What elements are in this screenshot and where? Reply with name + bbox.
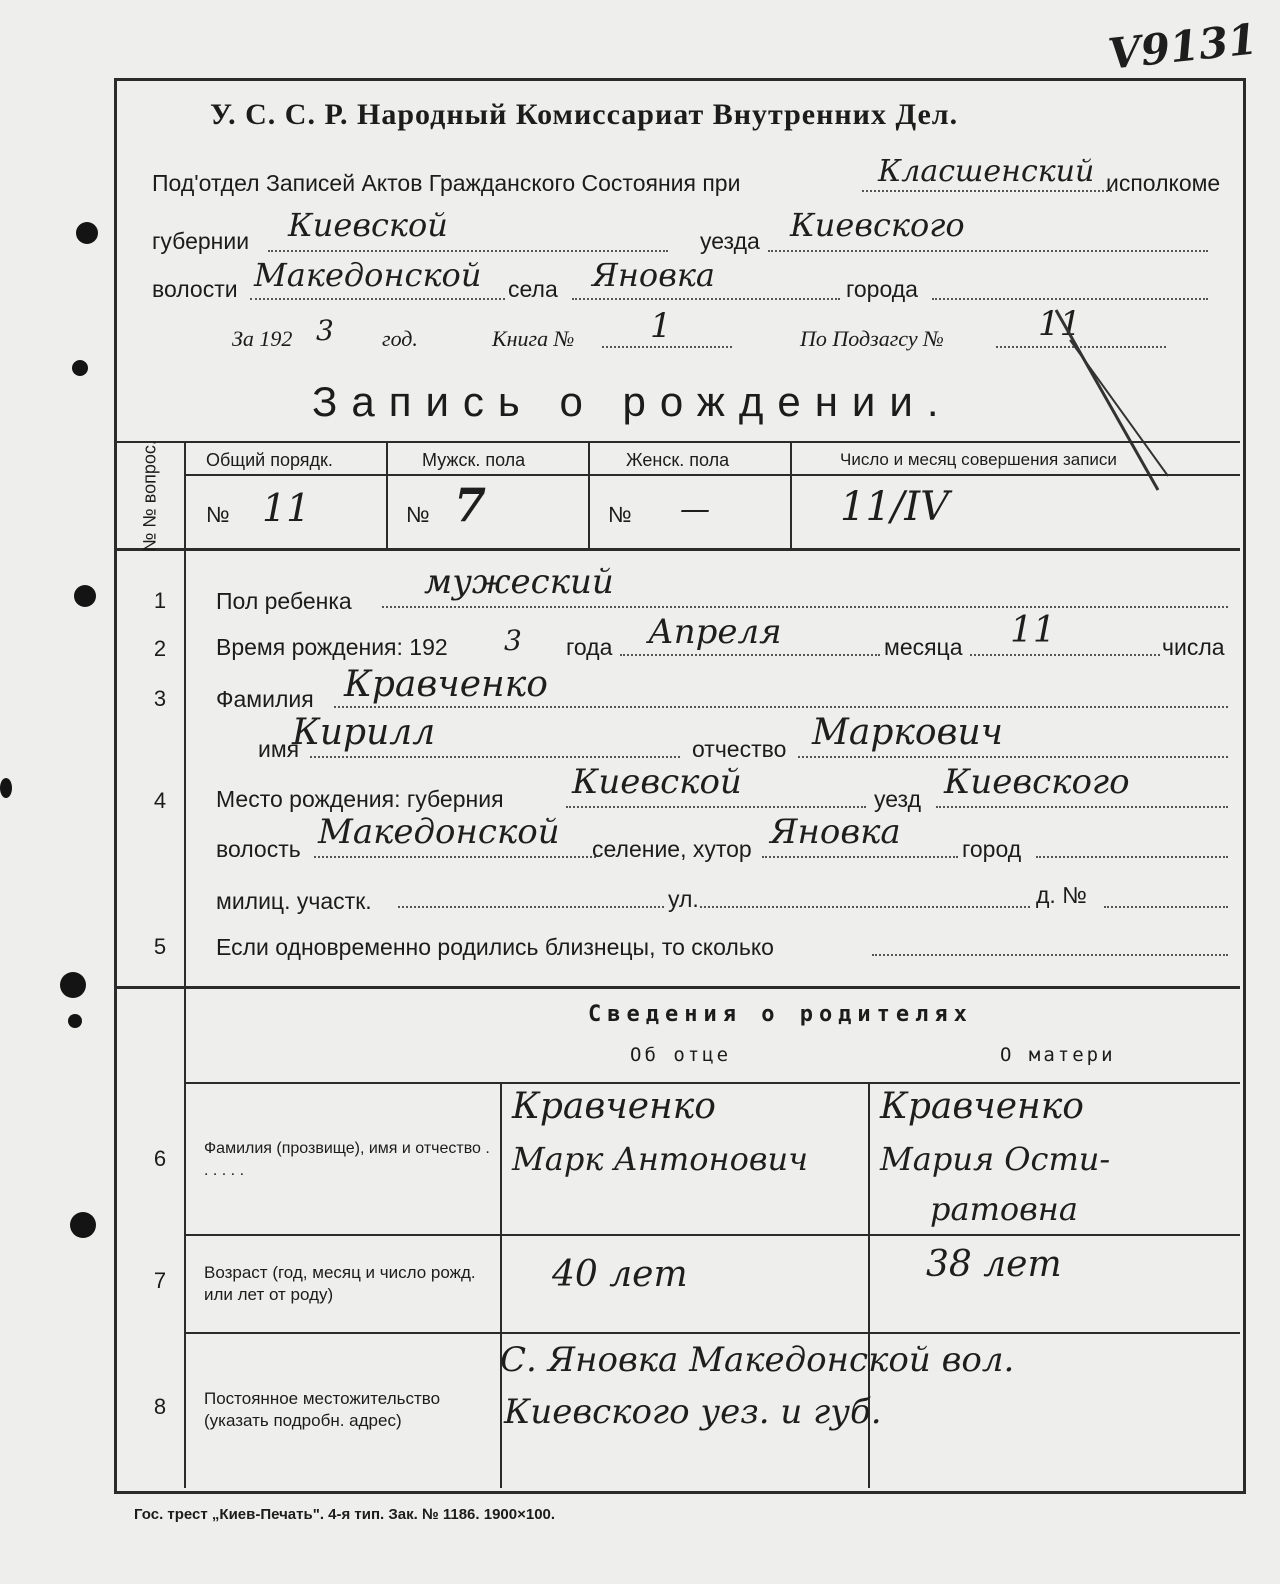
question-number: 7 [153,1268,167,1293]
subdept-label-end: исполкоме [1106,170,1221,196]
mother-age: 38 лет [926,1244,1062,1285]
residence-label: Постоянное местожительство (указать подробн. адрес) [204,1389,441,1430]
subdept-label-start: Под'отдел Записей Актов Гражданского Состояния при [152,170,741,196]
name-label: имя [258,736,300,762]
no-sign: № [406,502,430,527]
punch-hole [72,360,88,376]
fill-line [566,806,866,808]
fill-line [936,806,1228,808]
mother-column-header: О матери [1000,1044,1116,1066]
printer-imprint: Гос. трест „Киев-Печать". 4-я тип. Зак. № 1186. 1900×100. [134,1506,556,1523]
fill-line [700,906,1030,908]
patronymic-value: Маркович [812,712,1004,753]
rule [117,441,1240,443]
fill-line [762,856,958,858]
question-number: 5 [153,934,167,959]
male-number-value: 7 [454,478,487,532]
birth-label: Время рождения: 192 [216,634,448,660]
rule [588,441,590,548]
subdept-no-value: 11 [1038,304,1082,344]
year-value: 3 [316,314,334,347]
rule [184,441,186,1488]
rule [386,441,388,548]
birthplace-volost-label: волость [216,836,301,862]
father-surname: Кравченко [512,1086,716,1127]
fill-line [398,906,664,908]
form-title: У. С. С. Р. Народный Комиссариат Внутренних Дел. [210,98,959,131]
fill-line [798,756,1228,758]
punch-hole [74,585,96,607]
patronymic-label: отчество [692,736,787,762]
selo-value: Яновка [592,256,715,294]
year-suffix: год. [382,326,418,351]
male-label: Мужск. пола [422,450,526,470]
female-number-value: — [680,492,710,527]
fill-line [620,654,880,656]
rule [186,1234,1240,1236]
rule [186,1082,1240,1084]
street-label: ул. [668,886,699,912]
birth-month-value: Апреля [648,612,782,652]
general-order-value: 11 [262,486,311,530]
fill-line [250,298,505,300]
militia-label: милиц. участк. [216,888,372,914]
book-value: 1 [650,306,672,346]
residence-line2: Киевского уез. и губ. [504,1392,882,1432]
female-label: Женск. пола [626,450,730,470]
city-label: город [962,836,1022,862]
fill-line [970,654,1160,656]
volost-value: Македонской [254,256,482,294]
punch-hole [70,1212,96,1238]
rule [790,441,792,548]
birthplace-uezd-label: уезд [874,786,921,812]
day-label: числа [1162,634,1225,660]
house-label: д. № [1036,882,1087,908]
record-date-label: Число и месяц совершения записи [840,450,1117,469]
village-label: селение, хутор [592,836,752,862]
punch-hole [60,972,86,998]
general-order-label: Общий порядк. [206,450,333,470]
subdept-value: Клаcшенский [878,154,1095,189]
fill-line [1036,856,1228,858]
gorod-label: города [846,276,918,302]
rule [117,986,1240,989]
fill-line [862,190,1112,192]
fill-line [334,706,1228,708]
fill-line [768,250,1208,252]
residence-line1: С. Яновка Македонской вол. [500,1340,1015,1380]
uezd-label: уезда [700,228,760,254]
subdept-no-label: По Подзагсу № [800,326,944,351]
name-value: Кирилл [292,712,436,753]
village-value: Яновка [770,812,901,852]
question-number: 8 [153,1394,167,1419]
father-age: 40 лет [552,1254,688,1295]
no-sign: № [206,502,230,527]
pencil-mark [1040,300,1180,500]
record-date-value: 11/IV [840,484,950,530]
birthplace-label: Место рождения: губерния [216,786,504,812]
punch-hole [0,778,12,798]
record-title: Запись о рождении. [312,378,953,425]
rule [186,474,1240,476]
father-column-header: Об отце [630,1044,732,1066]
mother-name-line2: ратовна [930,1190,1078,1228]
question-column-label: № № вопрос. [139,440,160,552]
question-number: 1 [153,588,167,613]
fill-line [382,606,1228,608]
fill-line [310,756,680,758]
rule [117,548,1240,551]
twins-label: Если одновременно родились близнецы, то сколько [216,934,774,960]
no-sign: № [608,502,632,527]
question-number: 2 [153,636,167,661]
sex-label: Пол ребенка [216,588,352,614]
month-label: месяца [884,634,963,660]
surname-value: Кравченко [344,664,548,705]
fill-line [872,954,1228,956]
gubernia-label: губернии [152,228,250,254]
selo-label: села [508,276,558,302]
fill-line [314,856,596,858]
birth-year-digit: 3 [504,624,522,657]
mother-name-line1: Мария Ости- [880,1140,1111,1178]
age-label: Возраст (год, месяц и число рожд. или лет от роду) [204,1263,476,1304]
fill-line [268,250,668,252]
question-number: 4 [153,788,167,813]
sex-value: мужеский [424,562,614,602]
archive-number: V9131 [1105,14,1260,79]
question-number: 6 [153,1146,167,1171]
rule [186,1332,1240,1334]
punch-hole [76,222,98,244]
father-name: Марк Антонович [512,1140,809,1178]
birthplace-uezd-value: Киевского [944,762,1130,802]
uezd-value: Киевского [790,206,965,244]
year-prefix: За 192 [232,326,293,351]
birthplace-gubernia-value: Киевской [572,762,742,802]
question-number: 3 [153,686,167,711]
surname-label: Фамилия [216,686,314,712]
volost-label: волости [152,276,238,302]
parent-name-label: Фамилия (прозвище), имя и отчество . . . . . . [204,1140,490,1179]
book-label: Книга № [492,326,575,351]
fill-line [602,346,732,348]
birth-day-value: 11 [1010,610,1056,651]
punch-hole [68,1014,82,1028]
parents-section-title: Сведения о родителях [588,1002,973,1027]
mother-surname: Кравченко [880,1086,1084,1127]
gubernia-value: Киевской [288,206,448,244]
birth-year-suffix: года [566,634,613,660]
fill-line [1104,906,1228,908]
birthplace-volost-value: Македонской [318,812,560,852]
fill-line [572,298,840,300]
